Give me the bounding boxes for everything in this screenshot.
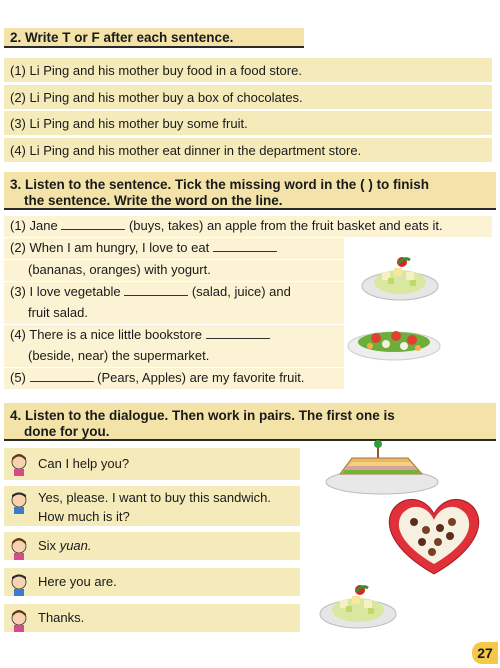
dialogue-line <box>4 604 300 632</box>
item-text: (Pears, Apples) are my favorite fruit. <box>97 370 305 385</box>
answer-blank[interactable] <box>206 326 270 339</box>
item-text: (beside, near) the supermarket. <box>28 348 210 363</box>
vegetable-salad-icon <box>346 322 442 362</box>
girl-avatar-icon <box>8 452 30 476</box>
dialogue-line <box>4 486 300 526</box>
dialogue-line <box>4 448 300 480</box>
item-text: (2) When I am hungry, I love to eat <box>10 240 210 255</box>
item-text: (bananas, oranges) with yogurt. <box>28 262 211 277</box>
boy-avatar-icon <box>8 572 30 596</box>
item-text: fruit salad. <box>28 305 88 320</box>
section-4-heading <box>4 403 496 441</box>
item-text: (salad, juice) and <box>191 284 291 299</box>
dialogue-text: Can I help you? <box>38 456 130 471</box>
dialogue-line <box>4 532 300 560</box>
heading-line: the sentence. Write the word on the line. <box>24 193 283 208</box>
list-item <box>4 346 344 367</box>
item-text: (3) I love vegetable <box>10 284 121 299</box>
list-item: (4) Li Ping and his mother eat dinner in the department store. <box>4 138 492 162</box>
item-text: (1) Jane <box>10 218 58 233</box>
chocolate-box-icon <box>382 494 486 578</box>
list-item <box>4 260 344 281</box>
section-3-heading <box>4 172 496 210</box>
list-item <box>4 238 344 259</box>
item-text: (buys, takes) an apple from the fruit basket and eats it. <box>128 218 443 233</box>
dialogue-text: Six yuan. <box>38 538 92 553</box>
list-item <box>4 368 344 389</box>
list-item: (2) Li Ping and his mother buy a box of chocolates. <box>4 85 492 109</box>
answer-blank[interactable] <box>61 217 125 230</box>
dialogue-text: Here you are. <box>38 574 117 589</box>
girl-avatar-icon <box>8 536 30 560</box>
section-2-heading: 2. Write T or F after each sentence. <box>4 28 304 48</box>
fruit-salad-icon <box>318 576 398 632</box>
girl-avatar-icon <box>8 608 30 632</box>
list-item <box>4 282 344 303</box>
list-item: (3) Li Ping and his mother buy some fruit. <box>4 111 492 135</box>
item-text: (4) There is a nice little bookstore <box>10 327 202 342</box>
list-item <box>4 325 344 346</box>
dialogue-text: Yes, please. I want to buy this sandwich. How much is it? <box>38 490 271 524</box>
list-item <box>4 303 344 324</box>
heading-line: done for you. <box>24 424 110 439</box>
heading-line: 4. Listen to the dialogue. Then work in pairs. The first one is <box>10 408 395 423</box>
boy-avatar-icon <box>8 490 30 514</box>
list-item: (1) Li Ping and his mother buy food in a food store. <box>4 58 492 82</box>
dialogue-line <box>4 568 300 596</box>
item-text: (5) <box>10 370 26 385</box>
heading-line: 3. Listen to the sentence. Tick the missing word in the ( ) to finish <box>10 177 430 192</box>
list-item <box>4 216 492 237</box>
dialogue-text: Thanks. <box>38 610 85 625</box>
page-number: 27 <box>472 642 498 664</box>
fruit-salad-icon <box>360 248 440 304</box>
answer-blank[interactable] <box>124 283 188 296</box>
answer-blank[interactable] <box>30 369 94 382</box>
answer-blank[interactable] <box>213 239 277 252</box>
sandwich-icon <box>322 440 442 496</box>
